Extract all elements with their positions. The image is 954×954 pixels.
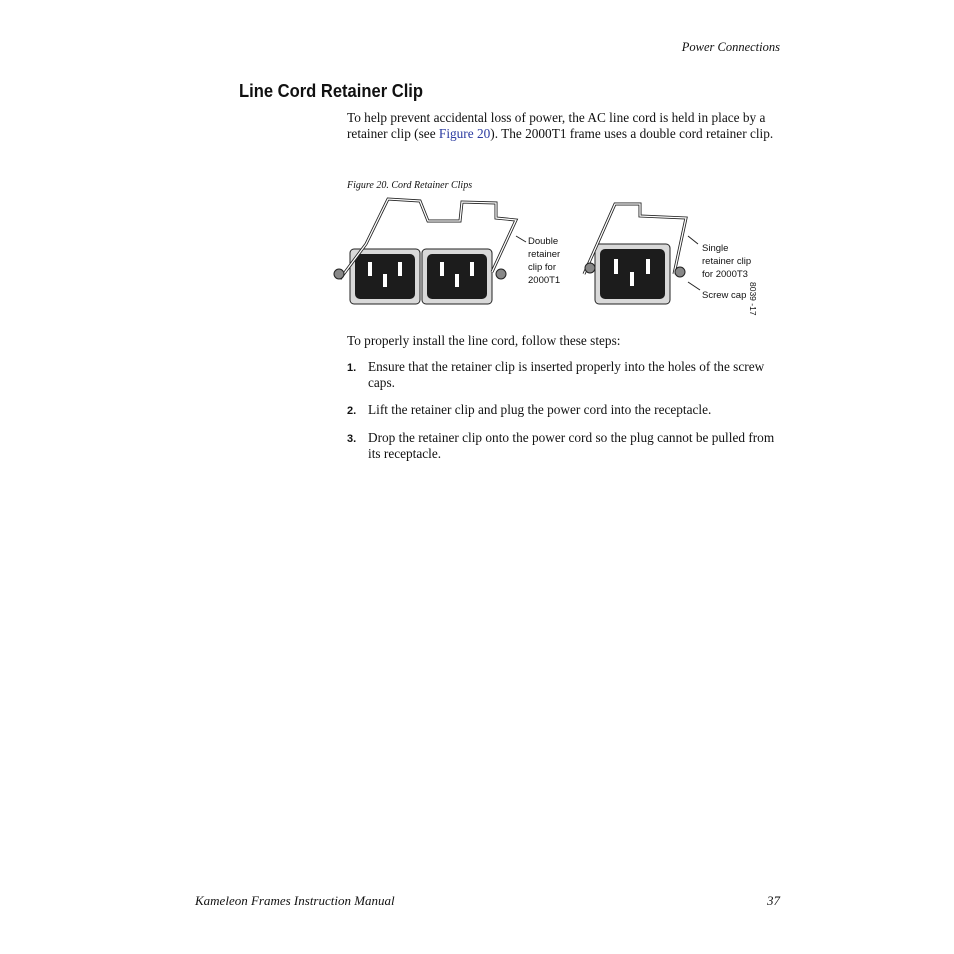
step-number: 2. xyxy=(347,405,357,417)
intro-paragraph xyxy=(347,110,781,141)
step-number: 3. xyxy=(347,433,357,445)
step-text: Drop the retainer clip onto the power cord so the plug cannot be pulled from its receptacle. xyxy=(368,430,775,461)
steps-intro: To properly install the line cord, follow these steps: xyxy=(347,333,621,348)
figure-20-link[interactable]: Figure 20 xyxy=(438,125,491,141)
section-title: Line Cord Retainer Clip xyxy=(239,81,424,101)
page-number: 37 xyxy=(767,893,780,908)
footer-manual-title: Kameleon Frames Instruction Manual xyxy=(195,893,395,908)
figure-id: 8039 -17 xyxy=(748,282,758,316)
intro-text-start: To help prevent accidental loss of power, the AC line cord is held in place by a retainer clip (see xyxy=(347,110,766,141)
step-text: Lift the retainer clip and plug the power cord into the receptacle. xyxy=(368,402,712,417)
step-item xyxy=(347,359,781,391)
intro-text-end: ). The 2000T1 frame uses a double cord retainer clip. xyxy=(490,125,774,141)
figure-caption: Figure 20. Cord Retainer Clips xyxy=(347,180,473,191)
double-clip-callout: Double retainer clip for 2000T1 xyxy=(528,236,561,286)
step-text: Ensure that the retainer clip is inserted properly into the holes of the screw caps. xyxy=(368,359,765,390)
step-number: 1. xyxy=(347,362,357,374)
single-clip-callout: Single retainer clip for 2000T3 xyxy=(702,243,752,280)
double-receptacle-group xyxy=(334,199,526,304)
single-receptacle-group xyxy=(584,204,700,304)
screw-cap-callout: Screw cap xyxy=(702,290,747,301)
running-header: Power Connections xyxy=(681,40,780,54)
step-item xyxy=(347,402,781,418)
step-item xyxy=(347,430,781,462)
